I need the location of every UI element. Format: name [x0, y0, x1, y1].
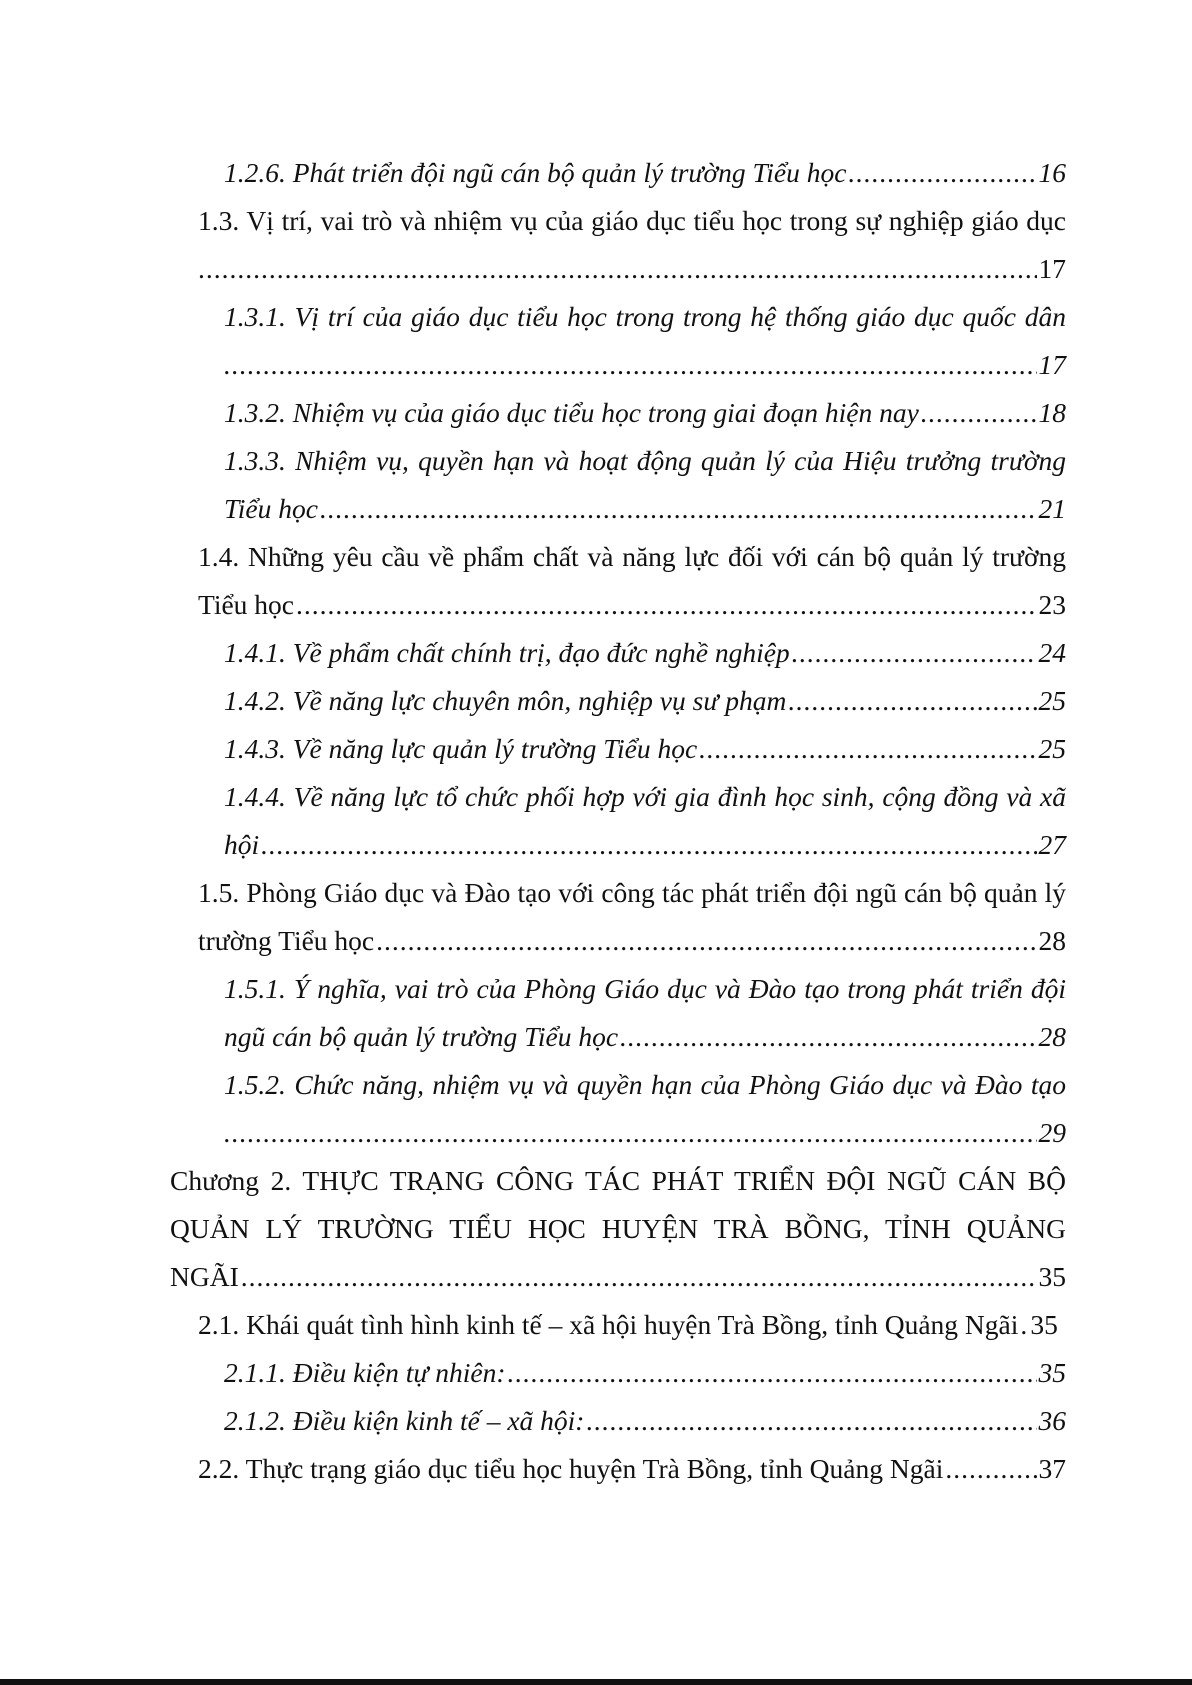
toc-leader-dots	[848, 156, 1036, 190]
toc-entry-text: QUẢN LÝ TRƯỜNG TIỂU HỌC HUYỆN TRÀ BỒNG, TỈNH QUẢNG	[170, 1213, 1066, 1244]
toc-leader-dots	[261, 828, 1036, 862]
toc-entry-text: 1.4.2. Về năng lực chuyên môn, nghiệp vụ sư phạm	[224, 685, 787, 716]
toc-entry-2-1	[198, 1308, 1066, 1342]
toc-entry-1-4-3	[224, 732, 1066, 766]
toc-page-number: 28	[1038, 1021, 1066, 1052]
toc-entry-text: 1.4.1. Về phẩm chất chính trị, đạo đức nghề nghiệp	[224, 637, 790, 668]
toc-entry-text: Tiểu học	[198, 589, 295, 620]
toc-entry-1-4-1	[224, 636, 1066, 670]
toc-page-number: 18	[1038, 397, 1066, 428]
toc-page-number: 25	[1038, 733, 1066, 764]
toc-leader-dots	[792, 636, 1037, 670]
toc-leader-dots	[376, 924, 1036, 958]
toc-page-number: 23	[1038, 589, 1066, 620]
toc-chapter-2-line3	[170, 1260, 1066, 1294]
toc-entry-text: 1.3.2. Nhiệm vụ của giáo dục tiểu học trong giai đoạn hiện nay	[224, 397, 919, 428]
toc-entry-1-5-1	[224, 972, 1066, 1006]
toc-entry-text: hội	[224, 829, 260, 860]
toc-entry-text: 1.3. Vị trí, vai trò và nhiệm vụ của giáo dục tiểu học trong sự nghiệp giáo dục	[198, 205, 1066, 236]
toc-page-number: 25	[1038, 685, 1066, 716]
toc-entry-text: Tiểu học	[224, 493, 318, 524]
toc-leader-dots	[198, 252, 1037, 286]
toc-leader-dots	[788, 684, 1036, 718]
toc-page-number: 16	[1038, 157, 1066, 188]
toc-page-number: 35	[1038, 1261, 1066, 1292]
toc-leader-dots	[320, 492, 1037, 526]
toc-entry-text: 1.4.4. Về năng lực tổ chức phối hợp với gia đình học sinh, cộng đồng và xã	[224, 781, 1066, 812]
toc-entry-text: 1.2.6. Phát triển đội ngũ cán bộ quản lý trường Tiểu học	[224, 157, 847, 188]
toc-chapter-2-line2	[170, 1212, 1066, 1246]
toc-entry-1-4-cont	[198, 588, 1066, 622]
toc-leader-dots	[1020, 1308, 1028, 1342]
toc-leader-dots	[224, 348, 1037, 382]
toc-entry-1-5-2-leader	[224, 1116, 1066, 1150]
toc-entry-1-3-3-cont	[224, 492, 1066, 526]
toc-leader-dots	[241, 1260, 1037, 1294]
toc-page-number: 21	[1038, 493, 1066, 524]
toc-entry-text: 2.1. Khái quát tình hình kinh tế – xã hội huyện Trà Bồng, tỉnh Quảng Ngãi	[198, 1309, 1019, 1340]
toc-leader-dots	[586, 1404, 1036, 1438]
toc-entry-text: trường Tiểu học	[198, 925, 375, 956]
toc-entry-2-1-2	[224, 1404, 1066, 1438]
toc-page-number: 35	[1030, 1309, 1058, 1340]
toc-entry-1-4-2	[224, 684, 1066, 718]
toc-entry-text: 1.5.1. Ý nghĩa, vai trò của Phòng Giáo dục và Đào tạo trong phát triển đội	[224, 973, 1066, 1004]
toc-leader-dots	[945, 1452, 1036, 1486]
toc-chapter-2	[170, 1164, 1066, 1198]
toc-entry-1-3-2	[224, 396, 1066, 430]
toc-entry-1-3-leader	[198, 252, 1066, 286]
toc-entry-1-2-6	[224, 156, 1066, 190]
toc-entry-1-4-4-cont	[224, 828, 1066, 862]
toc-page-number: 27	[1038, 829, 1066, 860]
toc-entry-1-5	[198, 876, 1066, 910]
toc-entry-1-5-2	[224, 1068, 1066, 1102]
toc-leader-dots	[224, 1116, 1037, 1150]
toc-entry-1-3	[198, 204, 1066, 238]
toc-entry-1-4	[198, 540, 1066, 574]
toc-entry-1-4-4	[224, 780, 1066, 814]
toc-page-number: 17	[1038, 253, 1066, 284]
toc-entry-2-1-1	[224, 1356, 1066, 1390]
toc-entry-text: 2.1.1. Điều kiện tự nhiên:	[224, 1357, 506, 1388]
toc-page-number: 28	[1038, 925, 1066, 956]
toc-entry-text: Chương 2. THỰC TRẠNG CÔNG TÁC PHÁT TRIỂN ĐỘI NGŨ CÁN BỘ	[170, 1165, 1066, 1196]
toc-page-number: 24	[1038, 637, 1066, 668]
toc-entry-1-5-1-cont	[224, 1020, 1066, 1054]
toc-entry-text: 1.4. Những yêu cầu về phẩm chất và năng lực đối với cán bộ quản lý trường	[198, 541, 1066, 572]
toc-entry-text: 1.5.2. Chức năng, nhiệm vụ và quyền hạn của Phòng Giáo dục và Đào tạo	[224, 1069, 1066, 1100]
toc-leader-dots	[620, 1020, 1036, 1054]
toc-entry-text: 1.3.1. Vị trí của giáo dục tiểu học trong trong hệ thống giáo dục quốc dân	[224, 301, 1066, 332]
toc-leader-dots	[699, 732, 1036, 766]
toc-entry-2-2	[198, 1452, 1066, 1486]
toc-page-number: 17	[1038, 349, 1066, 380]
toc-page-number: 29	[1038, 1117, 1066, 1148]
toc-entry-text: NGÃI	[170, 1261, 239, 1292]
toc-entry-1-3-3	[224, 444, 1066, 478]
toc-page-number: 37	[1038, 1453, 1066, 1484]
toc-page-number: 35	[1038, 1357, 1066, 1388]
toc-entry-text: 1.4.3. Về năng lực quản lý trường Tiểu học	[224, 733, 698, 764]
toc-leader-dots	[296, 588, 1036, 622]
toc-entry-text: ngũ cán bộ quản lý trường Tiểu học	[224, 1021, 619, 1052]
toc-leader-dots	[921, 396, 1037, 430]
toc-entry-1-3-1-leader	[224, 348, 1066, 382]
bottom-edge-rule	[0, 1679, 1192, 1685]
toc-entry-text: 1.5. Phòng Giáo dục và Đào tạo với công tác phát triển đội ngũ cán bộ quản lý	[198, 877, 1066, 908]
toc-entry-1-5-cont	[198, 924, 1066, 958]
toc-leader-dots	[508, 1356, 1037, 1390]
toc-entry-text: 1.3.3. Nhiệm vụ, quyền hạn và hoạt động quản lý của Hiệu trưởng trường	[224, 445, 1066, 476]
toc-entry-1-3-1	[224, 300, 1066, 334]
toc-entry-text: 2.2. Thực trạng giáo dục tiểu học huyện Trà Bồng, tỉnh Quảng Ngãi	[198, 1453, 944, 1484]
toc-entry-text: 2.1.2. Điều kiện kinh tế – xã hội:	[224, 1405, 585, 1436]
toc-page-number: 36	[1038, 1405, 1066, 1436]
